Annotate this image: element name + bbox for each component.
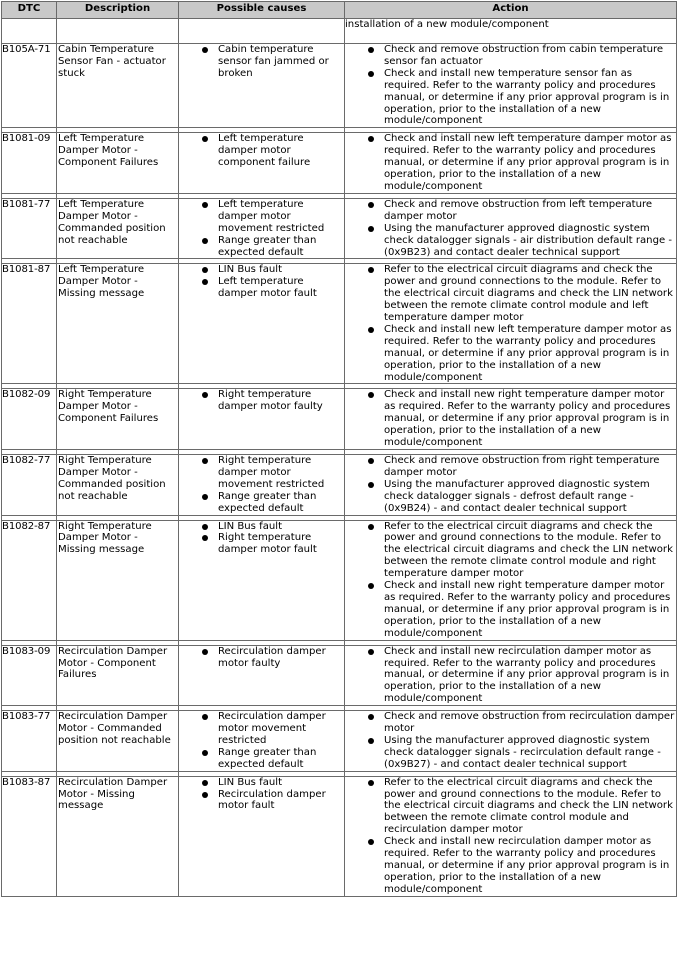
actions-list [346, 711, 675, 771]
table-body [2, 19, 677, 897]
cause-item [180, 777, 343, 789]
causes-list [180, 777, 343, 813]
actions-list [346, 133, 675, 193]
cause-text: Recirculation damper motor movement restricted [218, 711, 326, 746]
bullet-icon [368, 267, 374, 273]
dtc-code: B1082-77 [2, 455, 57, 516]
action-cell [345, 264, 677, 384]
table-row-b1082-09 [2, 389, 677, 450]
bullet-icon [368, 714, 374, 720]
cause-item [180, 646, 343, 670]
actions-list [346, 777, 675, 896]
action-text: Check and install new right temperature damper motor as required. Refer to the warranty policy and procedures manual, or determine if any prior approval program is in operation, prior to the installation of a new module/component [384, 389, 671, 449]
continuation-row [2, 19, 677, 44]
cause-item [180, 747, 343, 771]
bullet-icon [368, 226, 374, 232]
cause-item [180, 199, 343, 235]
bullet-icon [202, 535, 208, 541]
action-item [346, 133, 675, 193]
cause-item [180, 532, 343, 556]
possible-causes-cell [179, 264, 345, 384]
table-row-b1083-87 [2, 776, 677, 896]
action-item [346, 711, 675, 735]
action-cell [345, 44, 677, 128]
bullet-icon [202, 792, 208, 798]
cause-item [180, 521, 343, 533]
bullet-icon [368, 780, 374, 786]
action-item [346, 264, 675, 324]
possible-causes-cell [179, 776, 345, 896]
bullet-icon [202, 267, 208, 273]
action-cell [345, 455, 677, 516]
cause-item [180, 789, 343, 813]
cause-text: Right temperature damper motor movement restricted [218, 455, 325, 490]
cause-item [180, 711, 343, 747]
cause-item [180, 133, 343, 169]
action-item [346, 455, 675, 479]
dtc-table [1, 1, 677, 897]
action-text: Refer to the electrical circuit diagrams and check the power and ground connections to the module. Refer to the electrical circuit diagrams and check the LIN network between the remote climate control module and recirculation damper motor [384, 776, 673, 836]
bullet-icon [202, 279, 208, 285]
table-row-b1082-87 [2, 520, 677, 640]
dtc-description: Left Temperature Damper Motor - Commanded position not reachable [57, 198, 179, 259]
cause-text: LIN Bus fault [218, 520, 283, 532]
dtc-code: B105A-71 [2, 44, 57, 128]
action-cell [345, 198, 677, 259]
cause-item [180, 389, 343, 413]
dtc-code: B1081-09 [2, 133, 57, 194]
table-row-b1083-09 [2, 645, 677, 706]
actions-list [346, 389, 675, 449]
bullet-icon [368, 71, 374, 77]
cause-item [180, 276, 343, 300]
table-row-b1082-77 [2, 455, 677, 516]
actions-list [346, 44, 675, 127]
action-text: Refer to the electrical circuit diagrams and check the power and ground connections to the module. Refer to the electrical circuit diagrams and check the LIN network between the remote climate control module and left temperature damper motor [384, 264, 673, 324]
bullet-icon [368, 839, 374, 845]
dtc-code: B1082-87 [2, 520, 57, 640]
cause-item [180, 44, 343, 80]
bullet-icon [202, 649, 208, 655]
dtc-code: B1083-09 [2, 645, 57, 706]
table-header-row [2, 2, 677, 19]
header-dtc: DTC [2, 2, 57, 19]
actions-list [346, 199, 675, 259]
bullet-icon [202, 238, 208, 244]
causes-list [180, 133, 343, 169]
action-text: Check and install new right temperature damper motor as required. Refer to the warranty policy and procedures manual, or determine if any prior approval program is in operation, prior to the installation of a new module/component [384, 580, 671, 639]
cause-text: Range greater than expected default [218, 490, 317, 514]
action-item [346, 836, 675, 896]
table-row-b1081-09 [2, 133, 677, 194]
dtc-description: Recirculation Damper Motor - Component Failures [57, 645, 179, 706]
action-item [346, 44, 675, 68]
action-item [346, 324, 675, 384]
cause-text: Recirculation damper motor faulty [218, 645, 326, 669]
actions-list [346, 264, 675, 383]
dtc-description: Cabin Temperature Sensor Fan - actuator stuck [57, 44, 179, 128]
action-text: Check and install new recirculation damper motor as required. Refer to the warranty policy and procedures manual, or determine if any prior approval program is in operation, prior to the installation of a new module/component [384, 645, 670, 705]
dtc-description: Left Temperature Damper Motor - Component Failures [57, 133, 179, 194]
action-cell [345, 389, 677, 450]
possible-causes-cell [179, 645, 345, 706]
possible-causes-cell [179, 711, 345, 772]
bullet-icon [368, 524, 374, 530]
action-text: Using the manufacturer approved diagnostic system check datalogger signals - recirculation default range - (0x9B27) - and contact dealer technical support [384, 734, 661, 770]
bullet-icon [368, 327, 374, 333]
cause-text: Recirculation damper motor fault [218, 788, 326, 812]
action-item [346, 777, 675, 837]
cause-text: Right temperature damper motor fault [218, 532, 317, 556]
bullet-icon [368, 649, 374, 655]
bullet-icon [368, 458, 374, 464]
cause-item [180, 491, 343, 515]
bullet-icon [368, 583, 374, 589]
action-cell [345, 645, 677, 706]
action-cell [345, 776, 677, 896]
bullet-icon [202, 780, 208, 786]
cause-text: Left temperature damper motor component failure [218, 133, 311, 169]
dtc-description: Right Temperature Damper Motor - Commanded position not reachable [57, 455, 179, 516]
bullet-icon [202, 392, 208, 398]
action-text: Check and install new left temperature damper motor as required. Refer to the warranty policy and procedures manual, or determine if any prior approval program is in operation, prior to the installation of a new module/component [384, 323, 672, 383]
dtc-code: B1083-77 [2, 711, 57, 772]
action-cell [345, 711, 677, 772]
causes-list [180, 44, 343, 80]
cause-item [180, 264, 343, 276]
actions-list [346, 455, 675, 515]
action-item [346, 199, 675, 223]
causes-list [180, 389, 343, 413]
causes-list [180, 455, 343, 515]
table-row-b1081-77 [2, 198, 677, 259]
bullet-icon [368, 47, 374, 53]
bullet-icon [202, 136, 208, 142]
header-description: Description [57, 2, 179, 19]
action-item [346, 646, 675, 706]
action-text: Check and remove obstruction from recirculation damper motor [384, 711, 675, 735]
action-item [346, 68, 675, 128]
bullet-icon [368, 136, 374, 142]
bullet-icon [368, 202, 374, 208]
causes-list [180, 711, 343, 771]
action-cell [345, 520, 677, 640]
cause-text: Left temperature damper motor movement restricted [218, 198, 325, 234]
bullet-icon [368, 738, 374, 744]
action-text: Using the manufacturer approved diagnostic system check datalogger signals - air distribution default range - (0x9B23) and contact dealer technical support [384, 222, 673, 258]
cause-item [180, 235, 343, 259]
dtc-description: Left Temperature Damper Motor - Missing message [57, 264, 179, 384]
header-possible-causes: Possible causes [179, 2, 345, 19]
action-item [346, 735, 675, 771]
action-item [346, 521, 675, 581]
dtc-code: B1082-09 [2, 389, 57, 450]
action-item [346, 479, 675, 515]
bullet-icon [368, 482, 374, 488]
action-text: Refer to the electrical circuit diagrams and check the power and ground connections to the module. Refer to the electrical circuit diagrams and check the LIN network between the remote climate control module and right temperature damper motor [384, 520, 673, 580]
cause-item [180, 455, 343, 491]
bullet-icon [202, 494, 208, 500]
table-row-b105a-71 [2, 44, 677, 128]
bullet-icon [368, 392, 374, 398]
continuation-text: installation of a new module/component [345, 19, 549, 30]
dtc-description: Recirculation Damper Motor - Missing message [57, 776, 179, 896]
dtc-code: B1083-87 [2, 776, 57, 896]
action-text: Check and install new left temperature damper motor as required. Refer to the warranty policy and procedures manual, or determine if any prior approval program is in operation, prior to the installation of a new module/component [384, 133, 672, 192]
bullet-icon [202, 458, 208, 464]
possible-causes-cell [179, 44, 345, 128]
causes-list [180, 199, 343, 259]
cause-text: Right temperature damper motor faulty [218, 389, 323, 413]
cause-text: LIN Bus fault [218, 776, 283, 788]
action-text: Check and remove obstruction from cabin temperature sensor fan actuator [384, 44, 664, 67]
table-row-b1083-77 [2, 711, 677, 772]
cause-text: Range greater than expected default [218, 746, 317, 770]
causes-list [180, 264, 343, 300]
action-cell [345, 133, 677, 194]
action-text: Check and install new recirculation damper motor as required. Refer to the warranty policy and procedures manual, or determine if any prior approval program is in operation, prior to the installation of a new module/component [384, 836, 670, 895]
possible-causes-cell [179, 389, 345, 450]
bullet-icon [202, 524, 208, 530]
dtc-code: B1081-77 [2, 198, 57, 259]
actions-list [346, 646, 675, 706]
table-row-b1081-87 [2, 264, 677, 384]
cause-text: Left temperature damper motor fault [218, 276, 317, 300]
bullet-icon [202, 750, 208, 756]
cause-text: Cabin temperature sensor fan jammed or broken [218, 44, 329, 79]
action-text: Using the manufacturer approved diagnostic system check datalogger signals - defrost default range - (0x9B24) - and contact dealer technical support [384, 478, 650, 514]
possible-causes-cell [179, 455, 345, 516]
bullet-icon [202, 47, 208, 53]
cause-text: Range greater than expected default [218, 234, 317, 258]
possible-causes-cell [179, 198, 345, 259]
header-action: Action [345, 2, 677, 19]
actions-list [346, 521, 675, 640]
possible-causes-cell [179, 133, 345, 194]
bullet-icon [202, 202, 208, 208]
cause-text: LIN Bus fault [218, 264, 283, 276]
action-text: Check and remove obstruction from left temperature damper motor [384, 198, 653, 222]
action-item [346, 389, 675, 449]
causes-list [180, 646, 343, 670]
action-text: Check and install new temperature sensor fan as required. Refer to the warranty policy and procedures manual, or determine if any prior approval program is in operation, prior to the installation of a new module/component [384, 67, 670, 127]
action-text: Check and remove obstruction from right temperature damper motor [384, 455, 660, 478]
action-item [346, 580, 675, 640]
bullet-icon [202, 714, 208, 720]
dtc-code: B1081-87 [2, 264, 57, 384]
dtc-description: Right Temperature Damper Motor - Missing message [57, 520, 179, 640]
causes-list [180, 521, 343, 557]
possible-causes-cell [179, 520, 345, 640]
action-item [346, 223, 675, 259]
dtc-description: Right Temperature Damper Motor - Component Failures [57, 389, 179, 450]
dtc-description: Recirculation Damper Motor - Commanded position not reachable [57, 711, 179, 772]
